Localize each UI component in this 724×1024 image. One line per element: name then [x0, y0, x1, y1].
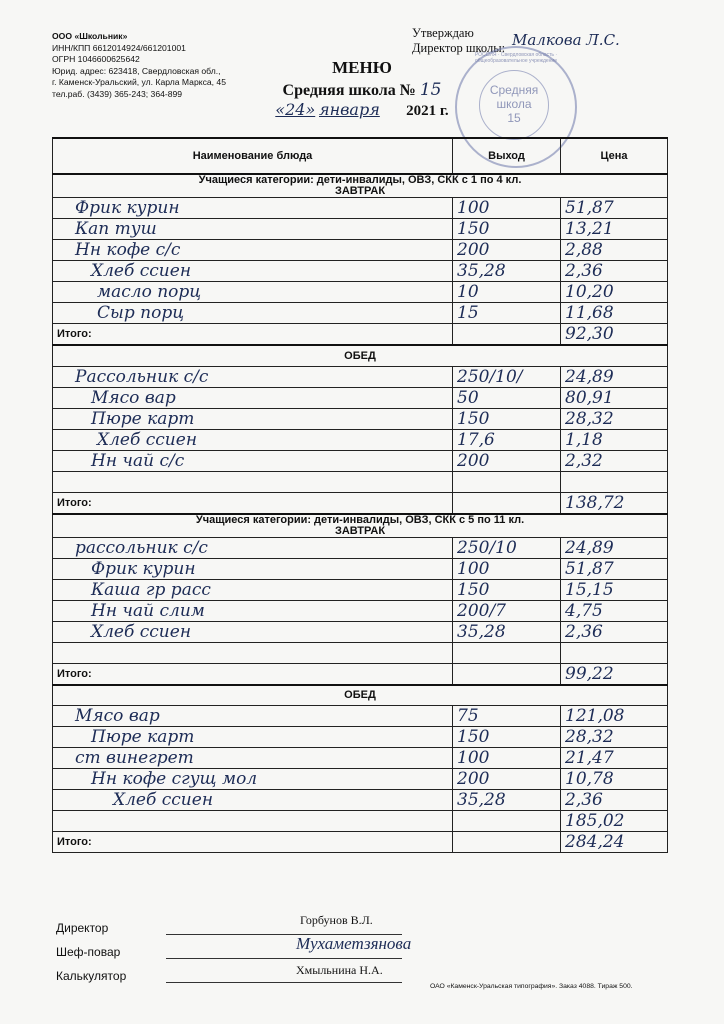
- dish-name: [53, 811, 453, 832]
- dish-price: 2,36: [561, 621, 668, 642]
- chef-name: Мухаметзянова: [296, 934, 412, 953]
- dish-output: 200: [453, 450, 561, 471]
- meal-row: [53, 685, 668, 706]
- table-row: [53, 537, 668, 558]
- dish-price: 80,91: [561, 387, 668, 408]
- dish-price: 2,88: [561, 240, 668, 261]
- printer-imprint: ОАО «Каменск-Уральская типография». Заказ 4088. Тираж 500.: [430, 983, 633, 990]
- dish-price: 2,36: [561, 261, 668, 282]
- director-label: Директор: [56, 921, 109, 935]
- dish-name: [53, 642, 453, 663]
- table-row: [53, 727, 668, 748]
- total-row: [53, 663, 668, 685]
- dish-output: 200/7: [453, 600, 561, 621]
- dish-name: Фрик курин: [53, 558, 453, 579]
- total-row: [53, 832, 668, 853]
- table-row: [53, 558, 668, 579]
- dish-price: 28,32: [561, 408, 668, 429]
- dish-output: [453, 642, 561, 663]
- table-row: [53, 769, 668, 790]
- dish-name: Хлеб ссиен: [53, 429, 453, 450]
- meal-title: ОБЕД: [53, 685, 668, 706]
- table-row: [53, 429, 668, 450]
- total-row: [53, 324, 668, 346]
- total-row: [53, 492, 668, 514]
- date-month: января: [318, 100, 380, 119]
- table-row: [53, 642, 668, 663]
- dish-price: 1,18: [561, 429, 668, 450]
- dish-price: 10,20: [561, 282, 668, 303]
- table-row: [53, 198, 668, 219]
- dish-price: 2,36: [561, 790, 668, 811]
- org-address-line2: г. Каменск-Уральский, ул. Карла Маркса, 45: [52, 77, 226, 88]
- director-school-label: Директор школы:: [412, 41, 506, 55]
- dish-price: 51,87: [561, 558, 668, 579]
- table-row: [53, 240, 668, 261]
- dish-price: 24,89: [561, 537, 668, 558]
- dish-price: 15,15: [561, 579, 668, 600]
- dish-name: ст винегрет: [53, 748, 453, 769]
- org-address-line1: Юрид. адрес: 623418, Свердловская обл.,: [52, 65, 221, 76]
- dish-name: Пюре карт: [53, 408, 453, 429]
- table-row: [53, 450, 668, 471]
- dish-price: 24,89: [561, 366, 668, 387]
- category-title: Учащиеся категории: дети-инвалиды, ОВЗ, СКК с 1 по 4 кл.: [198, 174, 522, 186]
- director-name: Горбунов В.Л.: [300, 913, 373, 927]
- dish-output: 15: [453, 303, 561, 324]
- chef-signature-line: [166, 958, 402, 959]
- table-row: [53, 219, 668, 240]
- category-title: Учащиеся категории: дети-инвалиды, ОВЗ, СКК с 5 по 11 кл.: [195, 513, 525, 526]
- table-row: [53, 408, 668, 429]
- category-row: [53, 174, 668, 198]
- dish-output: 35,28: [453, 790, 561, 811]
- table-header-row: [53, 138, 668, 174]
- dish-name: Фрик курин: [53, 198, 453, 219]
- dish-output: 250/10/: [453, 366, 561, 387]
- dish-name: Нн кофе с/с: [53, 240, 453, 261]
- stamp-line2: школа: [496, 97, 532, 111]
- dish-output: 100: [453, 748, 561, 769]
- school-label: Средняя школа №: [282, 82, 416, 99]
- dish-output: 10: [453, 282, 561, 303]
- dish-output: 100: [453, 198, 561, 219]
- table-row: [53, 600, 668, 621]
- dish-output: 75: [453, 706, 561, 727]
- meal-title: ЗАВТРАК: [334, 185, 386, 197]
- table-row: [53, 303, 668, 324]
- chef-label: Шеф-повар: [56, 945, 121, 959]
- org-ogrn: ОГРН 1046600625642: [52, 54, 140, 65]
- meal-title: ОБЕД: [53, 345, 668, 366]
- year-prefix: 20: [406, 103, 422, 119]
- dish-output: 150: [453, 727, 561, 748]
- dish-price: 185,02: [561, 811, 668, 832]
- table-row: [53, 706, 668, 727]
- dish-name: масло порц: [53, 282, 453, 303]
- calculator-signature-line: [166, 982, 402, 983]
- calculator-label: Калькулятор: [56, 969, 127, 983]
- dish-name: Нн чай слим: [53, 600, 453, 621]
- org-inn: ИНН/КПП 6612014924/661201001: [52, 42, 186, 53]
- table-row: [53, 621, 668, 642]
- dish-price: [561, 471, 668, 492]
- dish-output: 150: [453, 579, 561, 600]
- dish-price: 11,68: [561, 303, 668, 324]
- date-line: [0, 100, 724, 120]
- meal-title: ЗАВТРАК: [334, 524, 386, 537]
- dish-output: 50: [453, 387, 561, 408]
- dish-output: 35,28: [453, 621, 561, 642]
- dish-name: Нн кофе сгущ мол: [53, 769, 453, 790]
- total-value: 92,30: [561, 324, 668, 346]
- dish-price: 28,32: [561, 727, 668, 748]
- menu-table: [52, 137, 668, 853]
- dish-output: 200: [453, 769, 561, 790]
- dish-price: 121,08: [561, 706, 668, 727]
- total-value: 99,22: [561, 663, 668, 685]
- column-price: Цена: [561, 138, 668, 174]
- calculator-name: Хмыльнина Н.А.: [296, 963, 383, 977]
- table-row: [53, 387, 668, 408]
- dish-name: Пюре карт: [53, 727, 453, 748]
- dish-output: 250/10: [453, 537, 561, 558]
- dish-output: 100: [453, 558, 561, 579]
- dish-name: рассольник с/с: [53, 537, 453, 558]
- table-row: [53, 471, 668, 492]
- dish-name: Мясо вар: [53, 706, 453, 727]
- stamp-line1: Средняя: [489, 83, 539, 97]
- school-number: 15: [419, 80, 442, 100]
- dish-name: Кап туш: [53, 219, 453, 240]
- dish-name: Нн чай с/с: [53, 450, 453, 471]
- dish-output: 200: [453, 240, 561, 261]
- table-row: [53, 811, 668, 832]
- table-row: [53, 261, 668, 282]
- total-label: Итого:: [53, 832, 453, 853]
- dish-output: 150: [453, 408, 561, 429]
- table-row: [53, 748, 668, 769]
- dish-output: [453, 811, 561, 832]
- total-label: Итого:: [53, 663, 453, 685]
- total-label: Итого:: [53, 324, 453, 346]
- table-row: [53, 282, 668, 303]
- dish-output: 150: [453, 219, 561, 240]
- director-signature: Малкова Л.С.: [512, 31, 620, 49]
- stamp-line3: 15: [507, 111, 521, 125]
- dish-output: 17,6: [453, 429, 561, 450]
- dish-name: Каша гр расс: [53, 579, 453, 600]
- column-output: Выход: [453, 138, 561, 174]
- column-dish: Наименование блюда: [53, 138, 453, 174]
- dish-output: 35,28: [453, 261, 561, 282]
- school-line: [0, 80, 724, 100]
- table-row: [53, 579, 668, 600]
- total-value: 284,24: [561, 832, 668, 853]
- date-day: «24»: [275, 100, 316, 119]
- page-title: МЕНЮ: [332, 58, 392, 77]
- approval-label: Утверждаю: [412, 26, 474, 40]
- dish-name: Хлеб ссиен: [53, 261, 453, 282]
- dish-name: Мясо вар: [53, 387, 453, 408]
- table-row: [53, 790, 668, 811]
- org-phone: тел.раб. (3439) 365-243; 364-899: [52, 88, 183, 99]
- dish-name: [53, 471, 453, 492]
- total-value: 138,72: [561, 492, 668, 514]
- org-name: ООО «Школьник»: [52, 31, 128, 41]
- dish-price: 51,87: [561, 198, 668, 219]
- table-row: [53, 366, 668, 387]
- dish-price: [561, 642, 668, 663]
- dish-output: [453, 471, 561, 492]
- dish-price: 2,32: [561, 450, 668, 471]
- dish-name: Сыр порц: [53, 303, 453, 324]
- stamp-ring-text: РОССИЯ · Свердловская область · общеобразовательное учреждение: [474, 52, 558, 64]
- category-row: [53, 514, 668, 538]
- dish-name: Хлеб ссиен: [53, 621, 453, 642]
- dish-price: 21,47: [561, 748, 668, 769]
- dish-name: Хлеб ссиен: [53, 790, 453, 811]
- dish-name: Рассольник с/с: [53, 366, 453, 387]
- total-label: Итого:: [53, 492, 453, 514]
- dish-price: 10,78: [561, 769, 668, 790]
- dish-price: 13,21: [561, 219, 668, 240]
- meal-row: [53, 345, 668, 366]
- year-suffix: 21 г.: [421, 103, 449, 119]
- dish-price: 4,75: [561, 600, 668, 621]
